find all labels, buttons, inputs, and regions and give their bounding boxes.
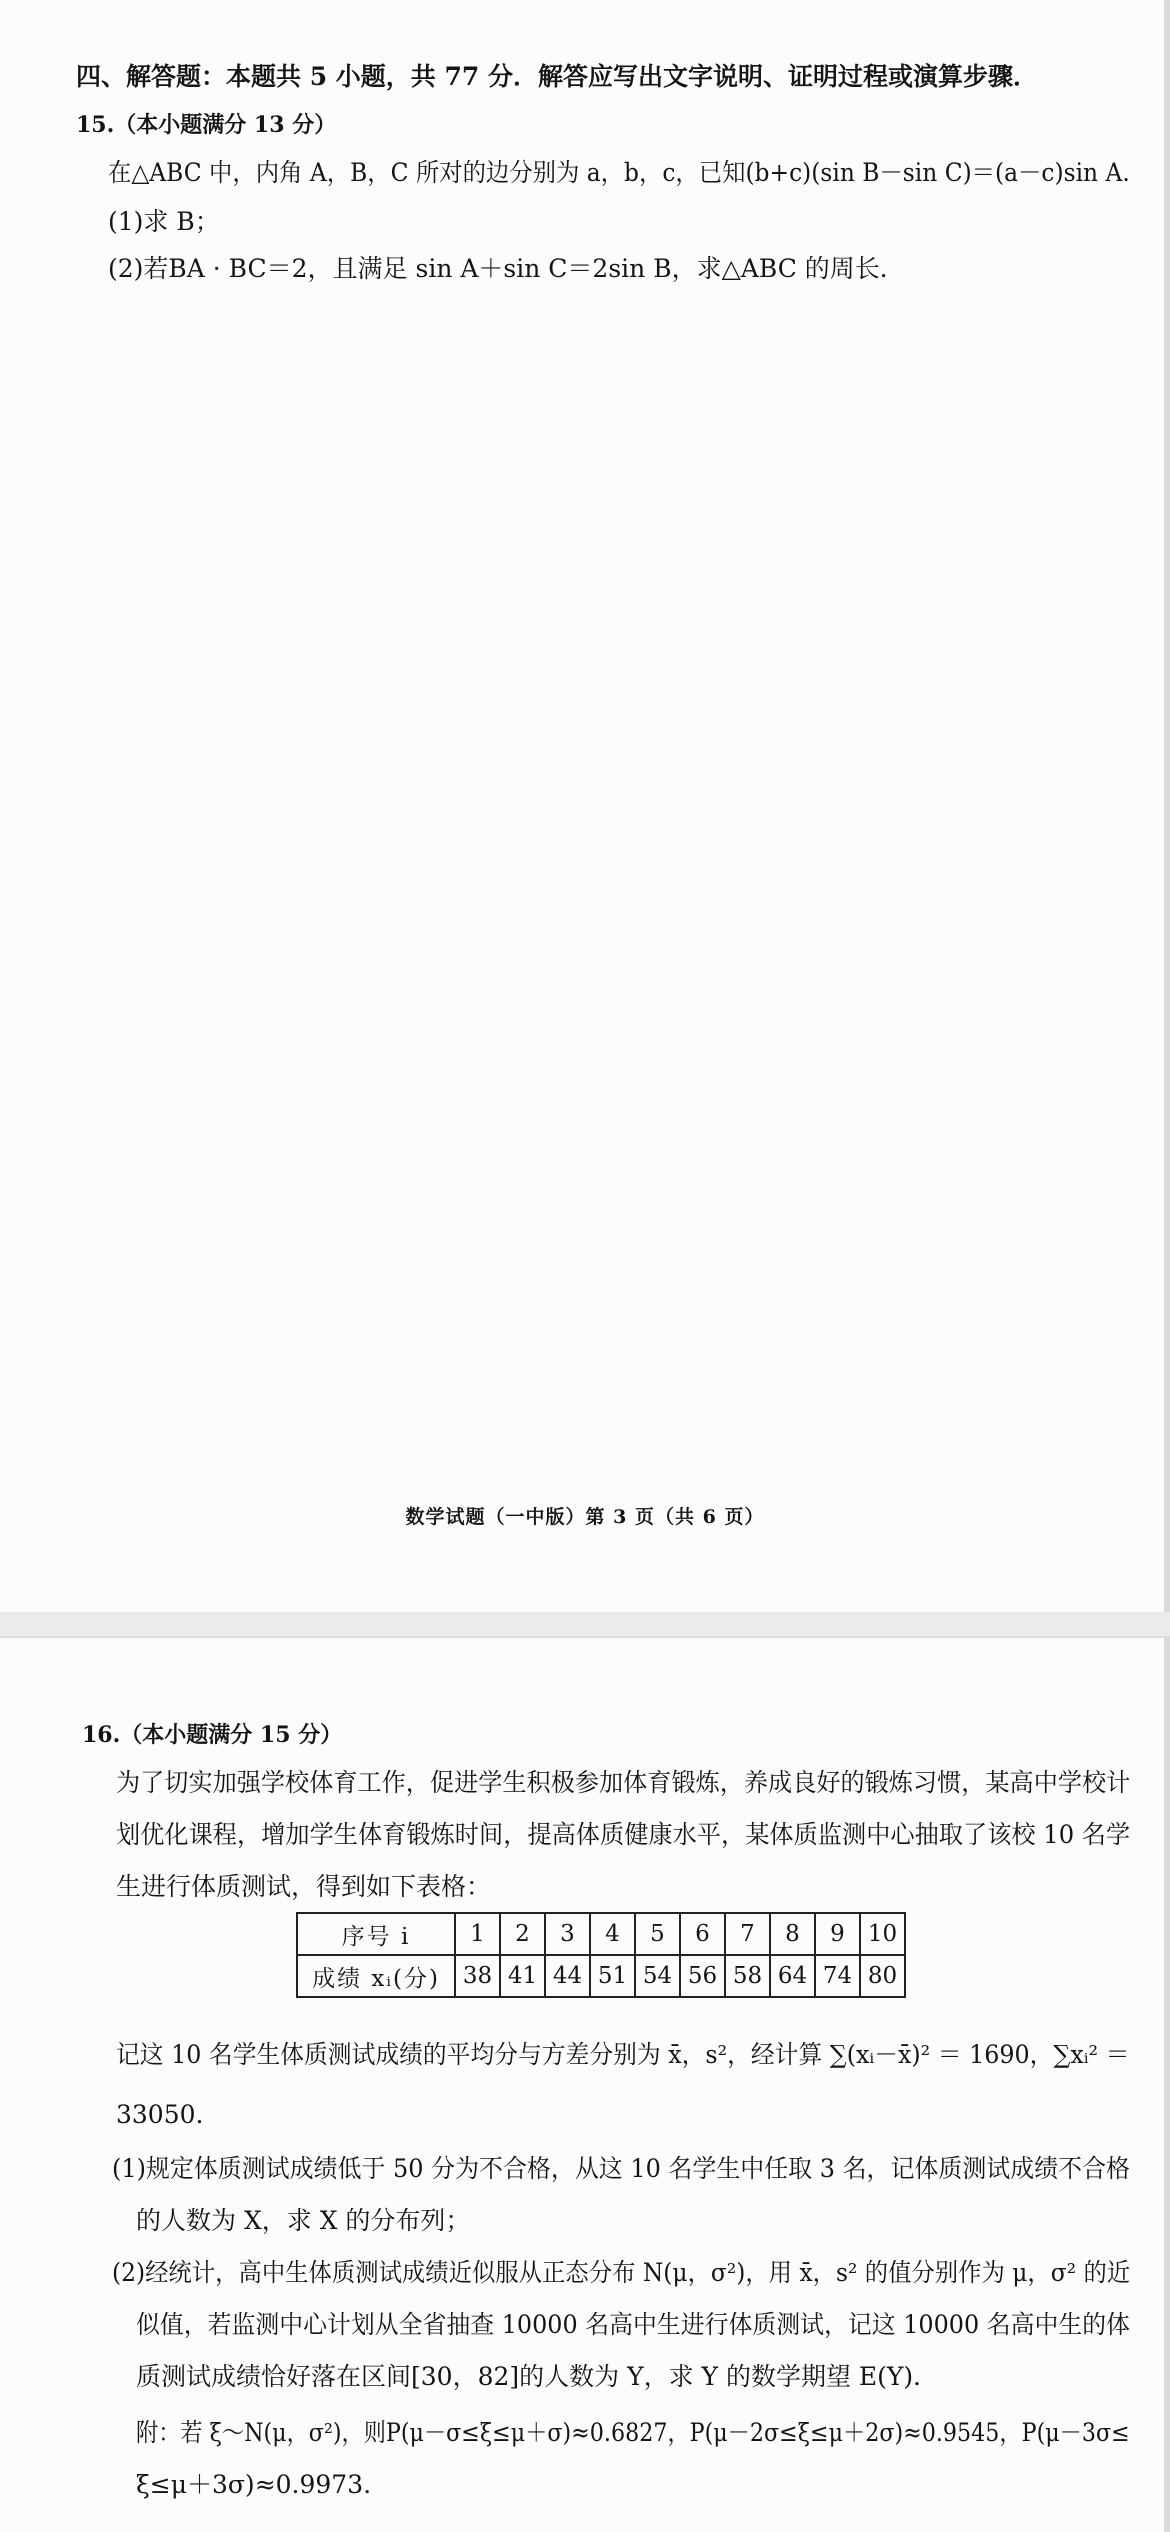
q16-part2-line2: 似值，若监测中心计划从全省抽查 10000 名高中生进行体质测试，记这 10000 名高中生的体 (136, 2310, 1131, 2339)
q16-intro-line2: 划优化课程，增加学生体育锻炼时间，提高体质健康水平，某体质监测中心抽取了该校 10 名学 (116, 1820, 1131, 1849)
table-cell-score: 38 (455, 1955, 500, 1997)
table-cell-index: 3 (545, 1913, 590, 1955)
exam-page-4 (0, 1636, 1170, 2532)
table-cell-score: 58 (725, 1955, 770, 1997)
table-cell-index: 8 (770, 1913, 815, 1955)
q15-header: 15.（本小题满分 13 分） (76, 112, 337, 138)
table-cell-score: 56 (680, 1955, 725, 1997)
section-heading: 四、解答题：本题共 5 小题，共 77 分．解答应写出文字说明、证明过程或演算步骤． (76, 62, 1039, 91)
table-cell-score: 74 (815, 1955, 860, 1997)
q16-part2-line3: 质测试成绩恰好落在区间[30，82]的人数为 Y，求 Y 的数学期望 E(Y)． (136, 2362, 939, 2391)
table-cell-index: 2 (500, 1913, 545, 1955)
table-cell-score: 80 (860, 1955, 905, 1997)
table-cell-index: 7 (725, 1913, 770, 1955)
q16-stats-line2: 33050. (116, 2100, 204, 2129)
table-cell-score: 44 (545, 1955, 590, 1997)
table-row-index (297, 1913, 905, 1955)
table-cell-score: 64 (770, 1955, 815, 1997)
table-cell-index: 6 (680, 1913, 725, 1955)
q16-part2-line1: (2)经统计，高中生体质测试成绩近似服从正态分布 N(μ，σ²)，用 x̄，s² 的值分别作为 μ，σ² 的近 (112, 2258, 1131, 2287)
score-table (296, 1912, 906, 1998)
q15-stem: 在△ABC 中，内角 A，B，C 所对的边分别为 a，b，c，已知(b+c)(sin B－sin C)＝(a－c)sin A. (108, 158, 1130, 187)
table-cell-index: 5 (635, 1913, 680, 1955)
q16-appendix-line2: ξ≤μ＋3σ)≈0.9973. (136, 2470, 372, 2499)
table-cell-index: 4 (590, 1913, 635, 1955)
q16-appendix-line1: 附：若 ξ～N(μ，σ²)，则P(μ－σ≤ξ≤μ＋σ)≈0.6827，P(μ－2σ≤ξ≤μ＋2σ)≈0.9545，P(μ－3σ≤ (136, 2418, 1130, 2447)
q16-part1-line2: 的人数为 X，求 X 的分布列； (136, 2206, 471, 2235)
q16-header: 16.（本小题满分 15 分） (82, 1722, 343, 1748)
table-cell-score: 51 (590, 1955, 635, 1997)
q16-part1-line1: (1)规定体质测试成绩低于 50 分为不合格，从这 10 名学生中任取 3 名，记体质测试成绩不合格 (112, 2154, 1131, 2183)
q15-part2: (2)若BA · BC＝2，且满足 sin A＋sin C＝2sin B，求△ABC 的周长． (108, 254, 905, 283)
q16-stats-line1: 记这 10 名学生体质测试成绩的平均分与方差分别为 x̄，s²，经计算 ∑(xᵢ－x̄)² ＝ 1690，∑xᵢ² ＝ (116, 2040, 1130, 2069)
page-footer: 数学试题（一中版）第 3 页（共 6 页） (405, 1506, 765, 1528)
q16-intro-line3: 生进行体质测试，得到如下表格： (116, 1872, 492, 1901)
table-cell-index: 10 (860, 1913, 905, 1955)
table-header-score: 成绩 xᵢ(分) (297, 1955, 455, 1997)
table-cell-score: 54 (635, 1955, 680, 1997)
table-cell-score: 41 (500, 1955, 545, 1997)
table-cell-index: 9 (815, 1913, 860, 1955)
table-header-index: 序号 i (297, 1913, 455, 1955)
q16-intro-line1: 为了切实加强学校体育工作，促进学生积极参加体育锻炼，养成良好的锻炼习惯，某高中学校计 (116, 1768, 1131, 1797)
q15-part1: (1)求 B； (108, 207, 220, 236)
table-cell-index: 1 (455, 1913, 500, 1955)
table-row-score (297, 1955, 905, 1997)
